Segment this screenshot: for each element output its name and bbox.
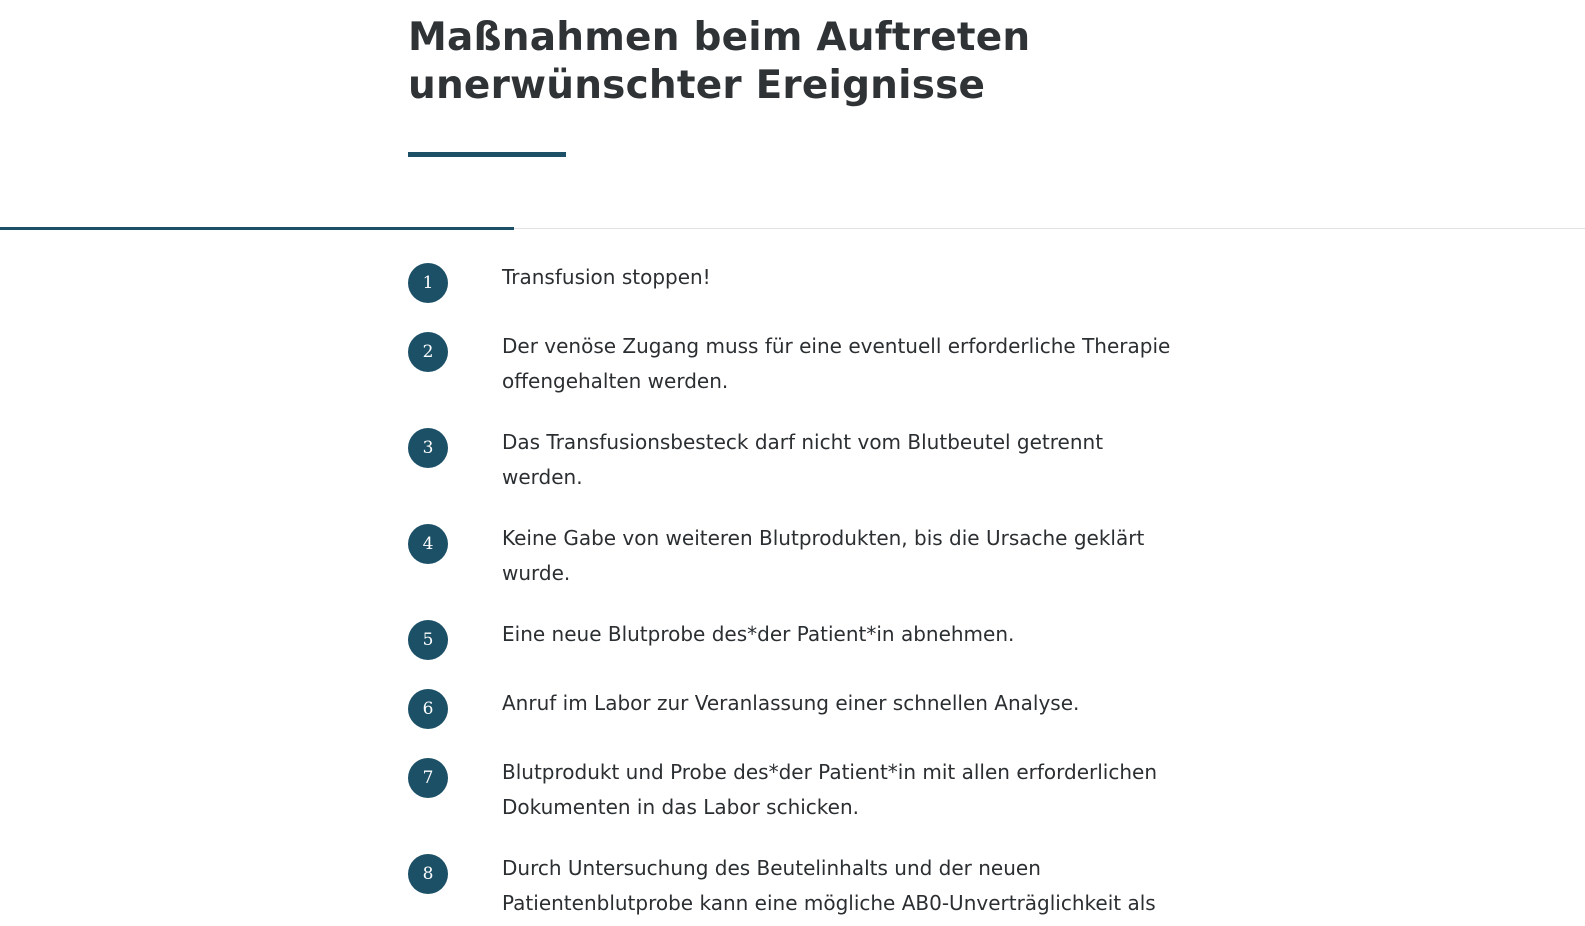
- step-number-badge: 4: [408, 524, 448, 564]
- step-text: Keine Gabe von weiteren Blutprodukten, bis die Ursache geklärt wurde.: [502, 526, 1145, 585]
- step-item: [408, 428, 1208, 495]
- step-number-badge: 3: [408, 428, 448, 468]
- step-text: Blutprodukt und Probe des*der Patient*in mit allen erforderlichen Dokumenten in das Labor schicken.: [502, 760, 1157, 819]
- scroll-progress-bar: [0, 227, 514, 230]
- title-underline: [408, 152, 566, 157]
- step-number-badge: 7: [408, 758, 448, 798]
- steps-list: [408, 263, 1208, 926]
- page-title: Maßnahmen beim Auftreten unerwünschter Ereignisse: [408, 15, 1031, 108]
- step-text: Das Transfusionsbesteck darf nicht vom Blutbeutel getrennt werden.: [502, 430, 1104, 489]
- step-number-badge: 2: [408, 332, 448, 372]
- step-item: [408, 854, 1208, 921]
- step-item: [408, 620, 1208, 660]
- step-text: Transfusion stoppen!: [502, 265, 711, 289]
- step-item: [408, 524, 1208, 591]
- step-item: [408, 689, 1208, 729]
- step-text: Durch Untersuchung des Beutelinhalts und der neuen Patientenblutprobe kann eine mögliche AB0-Unverträglichkeit als: [502, 856, 1156, 915]
- step-text: Eine neue Blutprobe des*der Patient*in abnehmen.: [502, 622, 1015, 646]
- step-number-badge: 8: [408, 854, 448, 894]
- step-text: Der venöse Zugang muss für eine eventuell erforderliche Therapie offengehalten werden.: [502, 334, 1171, 393]
- step-item: [408, 332, 1208, 399]
- step-number-badge: 1: [408, 263, 448, 303]
- step-item: [408, 263, 1208, 303]
- step-number-badge: 5: [408, 620, 448, 660]
- step-text: Anruf im Labor zur Veranlassung einer schnellen Analyse.: [502, 691, 1080, 715]
- step-item: [408, 758, 1208, 825]
- step-number-badge: 6: [408, 689, 448, 729]
